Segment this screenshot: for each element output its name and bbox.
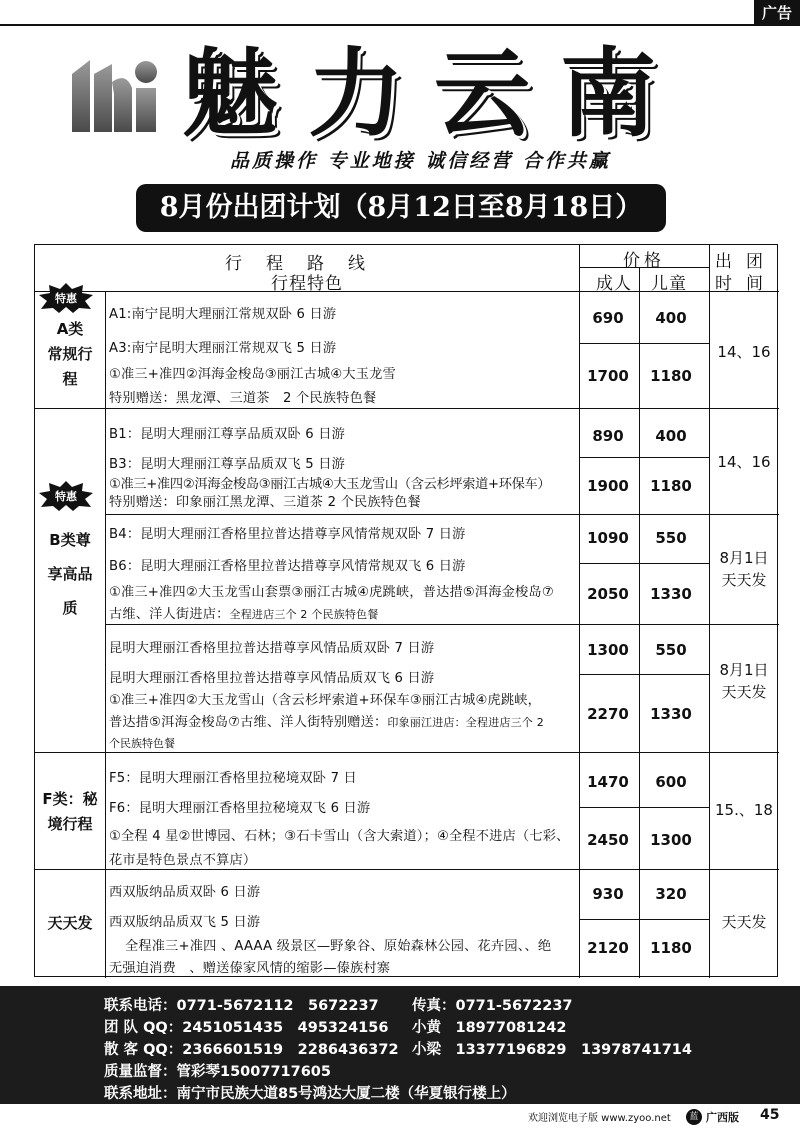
walkin-qq-row: 散 客 QQ：2366601519 2286436372	[104, 1042, 399, 1058]
price-child: 600	[655, 773, 687, 791]
route-line: 昆明大理丽江香格里拉普达措尊享风情品质双卧 7 日游	[109, 641, 435, 656]
ad-tag: 广告	[754, 0, 800, 26]
special-offer-badge	[39, 283, 93, 313]
route-line: 特别赠送：黑龙潭、三道茶 2 个民族特色餐	[109, 391, 377, 406]
route-line: 个民族特色餐	[109, 737, 175, 750]
route-line: 古维、洋人街进店：全程进店三个 2 个民族特色餐	[109, 607, 379, 622]
price-adult: 1470	[587, 773, 629, 791]
route-line: ①准三+准四②大玉龙雪山（含云杉坪索道+环保车③丽江古城④虎跳峡，	[109, 693, 542, 708]
route-line: ①全程 4 星②世博园、石林；③石卡雪山（含大索道）；④全程不进店（七彩、	[109, 829, 570, 844]
price-adult: 2270	[587, 705, 629, 723]
price-adult: 2450	[587, 831, 629, 849]
header-departure-time: 时间	[715, 274, 777, 294]
price-child: 550	[655, 529, 687, 547]
route-line: 特别赠送：印象丽江黑龙潭、三道茶 2 个民族特色餐	[109, 495, 421, 510]
departure-date: 14、16	[717, 453, 771, 471]
route-line: 花市是特色景点不算店）	[109, 853, 257, 868]
route-line: F6：昆明大理丽江香格里拉秘境双飞 6 日游	[109, 801, 371, 816]
price-child: 1300	[650, 831, 692, 849]
price-adult: 2050	[587, 585, 629, 603]
website-text: 欢迎浏览电子版 www.zyoo.net	[528, 1113, 671, 1124]
route-line: F5：昆明大理丽江香格里拉秘境双卧 7 日	[109, 771, 357, 786]
price-child: 320	[655, 885, 687, 903]
price-adult: 2120	[587, 939, 629, 957]
route-line: 昆明大理丽江香格里拉普达措尊享风情品质双飞 6 日游	[109, 671, 435, 686]
header-price: 价格	[623, 251, 665, 271]
departure-date: 8月1日 天天发	[719, 661, 769, 701]
header-departure: 出团	[715, 252, 777, 272]
header-adult: 成人	[596, 274, 632, 294]
quality-row: 质量监督：管彩琴15007717605	[104, 1064, 331, 1080]
price-adult: 1700	[587, 367, 629, 385]
price-adult: 1900	[587, 477, 629, 495]
route-line: 西双版纳品质双卧 6 日游	[109, 885, 261, 900]
category-f: F类：秘 境行程	[42, 790, 98, 833]
route-line: ①准三+准四②洱海金梭岛③丽江古城④大玉龙雪山（含云杉坪索道+环保车）	[109, 477, 551, 492]
departure-date: 14、16	[717, 343, 771, 361]
price-child: 1330	[650, 705, 692, 723]
brand-title: 魅力云南	[182, 38, 686, 150]
header-feature: 行程特色	[271, 274, 343, 294]
price-child: 1180	[650, 367, 692, 385]
contact-2: 小梁 13377196829 13978741714	[412, 1042, 692, 1058]
price-adult: 930	[592, 885, 624, 903]
price-child: 1180	[650, 477, 692, 495]
departure-date: 8月1日 天天发	[719, 549, 769, 589]
route-line: 全程准三+准四 、AAAA 级景区—野象谷、原始森林公园、花卉园、、绝	[125, 939, 552, 954]
badge-label: 特惠	[55, 490, 77, 503]
departure-date: 天天发	[721, 913, 767, 931]
route-line: 无强迫消费 、赠送傣家风情的缩影—傣族村寨	[109, 961, 391, 976]
route-line: B3：昆明大理丽江尊享品质双飞 5 日游	[109, 457, 346, 472]
contact-footer	[0, 986, 800, 1104]
page-footer	[0, 1106, 800, 1128]
route-line: ①准三+准四②大玉龙雪山套票③丽江古城④虎跳峡，普达措⑤洱海金梭岛⑦	[109, 585, 554, 600]
price-child: 400	[655, 427, 687, 445]
brand-slogan: 品质操作 专业地接 诚信经营 合作共赢	[230, 150, 611, 172]
edition-icon: 蓝	[686, 1109, 702, 1125]
brand-logo-icon	[68, 52, 160, 134]
top-rule	[0, 24, 800, 26]
route-line: B6：昆明大理丽江香格里拉普达措尊享风情常规双飞 6 日游	[109, 559, 466, 574]
price-child: 400	[655, 309, 687, 327]
team-qq-row: 团 队 QQ：2451051435 495324156	[104, 1020, 389, 1036]
route-line: 普达措⑤洱海金梭岛⑦古维、洋人街特别赠送：印象丽江进店：全程进店三个 2	[109, 715, 544, 730]
page-number: 45	[760, 1107, 780, 1123]
address-row: 联系地址：南宁市民族大道85号鸿达大厦二楼（华夏银行楼上）	[104, 1086, 516, 1102]
price-child: 1330	[650, 585, 692, 603]
contact-1: 小黄 18977081242	[412, 1020, 567, 1036]
special-offer-badge	[39, 481, 93, 511]
route-line: B1：昆明大理丽江尊享品质双卧 6 日游	[109, 427, 346, 442]
badge-label: 特惠	[55, 292, 77, 305]
route-line: 西双版纳品质双飞 5 日游	[109, 915, 261, 930]
departure-date: 15.、18	[715, 801, 773, 819]
category-b: B类尊 享高品 质	[47, 531, 93, 617]
route-line: A1:南宁昆明大理丽江常规双卧 6 日游	[109, 307, 337, 322]
edition-label: 广西版	[706, 1111, 739, 1124]
phone-row: 联系电话：0771-5672112 5672237	[104, 998, 379, 1014]
category-a: A类 常规行 程	[47, 320, 93, 388]
route-line: B4：昆明大理丽江香格里拉普达措尊享风情常规双卧 7 日游	[109, 527, 466, 542]
plan-banner: 8月份出团计划（8月12日至8月18日）	[136, 184, 666, 232]
price-adult: 1300	[587, 641, 629, 659]
fax-row: 传真：0771-5672237	[412, 998, 573, 1014]
itinerary-table	[34, 244, 778, 977]
header-route: 行程路线	[225, 254, 389, 274]
price-child: 1180	[650, 939, 692, 957]
price-adult: 1090	[587, 529, 629, 547]
price-adult: 890	[592, 427, 624, 445]
price-child: 550	[655, 641, 687, 659]
price-adult: 690	[592, 309, 624, 327]
route-line: ①准三+准四②洱海金梭岛③丽江古城④大玉龙雪	[109, 367, 396, 382]
route-line: A3:南宁昆明大理丽江常规双飞 5 日游	[109, 341, 337, 356]
category-daily: 天天发	[47, 914, 93, 932]
header-child: 儿童	[651, 274, 687, 294]
